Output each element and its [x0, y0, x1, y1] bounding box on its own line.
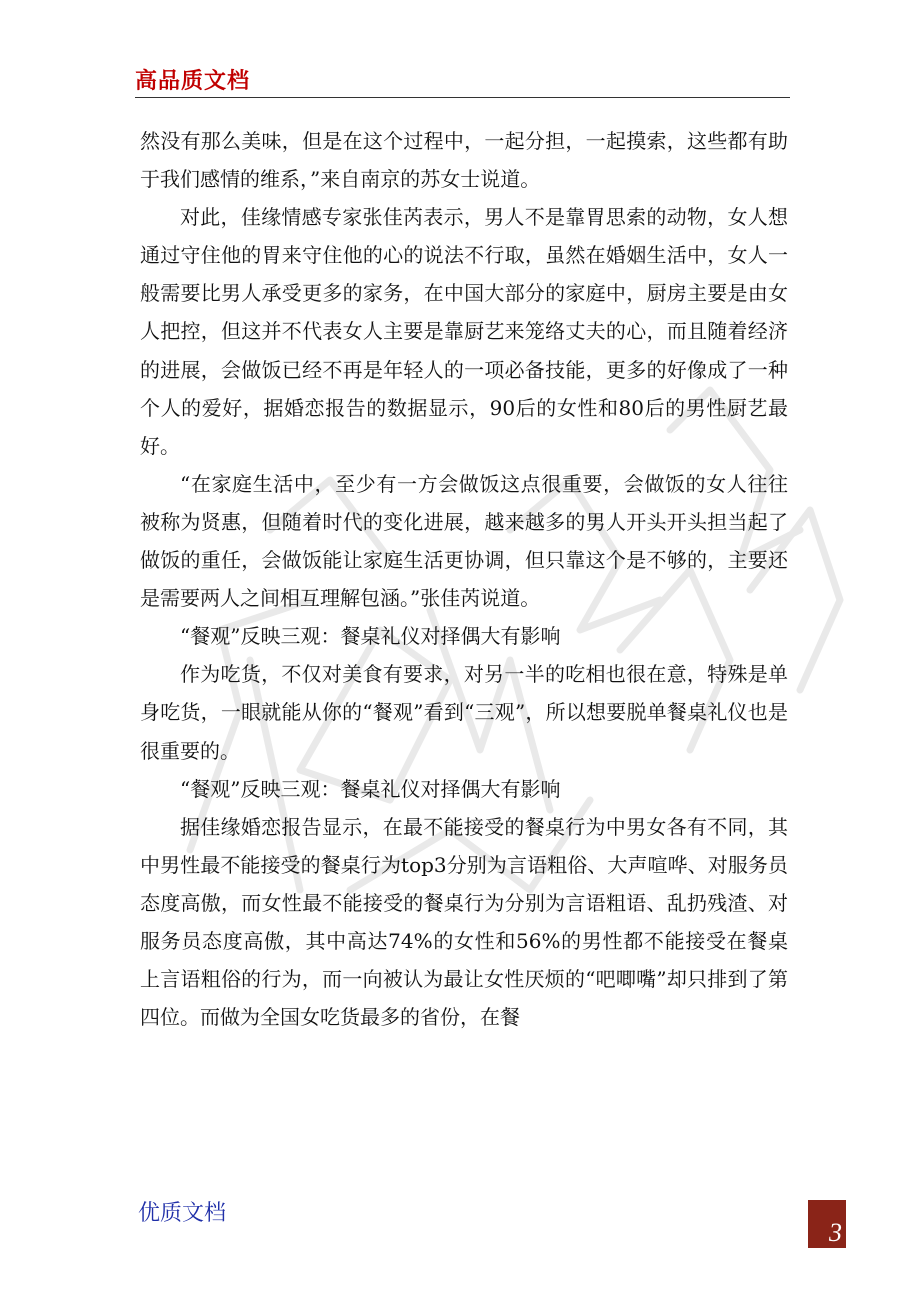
section-heading: “餐观”反映三观：餐桌礼仪对择偶大有影响: [180, 624, 561, 649]
header-title: 高品质文档: [135, 69, 251, 94]
paragraph: 据佳缘婚恋报告显示，在最不能接受的餐桌行为中男女各有不同，其中男性最不能接受的餐桌行为top3分别为言语粗俗、大声喧哗、对服务员态度高傲，而女性最不能接受的餐桌行为分别为言语粗语、乱扔残渣、对服务员态度高傲，其中高达74%的女性和56%的男性都不能接受在餐桌上言语粗俗的行为，而一向被认为最让女性厌烦的“吧唧嘴”却只排到了第四位。而做为全国女吃货最多的省份，在餐: [140, 814, 788, 1030]
page-number-badge: [808, 1200, 846, 1248]
paragraph: 对此，佳缘情感专家张佳芮表示，男人不是靠胃思索的动物，女人想通过守住他的胃来守住他的心的说法不行取，虽然在婚姻生活中，女人一般需要比男人承受更多的家务，在中国大部分的家庭中，厨房主要是由女人把控，但这并不代表女人主要是靠厨艺来笼络丈夫的心，而且随着经济的进展，会做饭已经不再是年轻人的一项必备技能，更多的好像成了一种个人的爱好，据婚恋报告的数据显示，90后的女性和80后的男性厨艺最好。: [140, 205, 788, 458]
section-heading: “餐观”反映三观：餐桌礼仪对择偶大有影响: [180, 776, 561, 801]
footer-label: 优质文档: [138, 1201, 227, 1226]
header-divider: [135, 97, 790, 98]
paragraph: “在家庭生活中，至少有一方会做饭这点很重要，会做饭的女人往往被称为贤惠，但随着时代的变化进展，越来越多的男人开头开头担当起了做饭的重任，会做饭能让家庭生活更协调，但只靠这个是不够的，主要还是需要两人之间相互理解包涵。”张佳芮说道。: [140, 471, 788, 611]
body-text: [140, 122, 788, 1036]
paragraph: 作为吃货，不仅对美食有要求，对另一半的吃相也很在意，特殊是单身吃货，一眼就能从你的“餐观”看到“三观”，所以想要脱单餐桌礼仪也是很重要的。: [140, 662, 788, 763]
page-number: 3: [829, 1218, 842, 1247]
paragraph: 然没有那么美味，但是在这个过程中，一起分担，一起摸索，这些都有助于我们感情的维系，”来自南京的苏女士说道。: [140, 129, 788, 192]
